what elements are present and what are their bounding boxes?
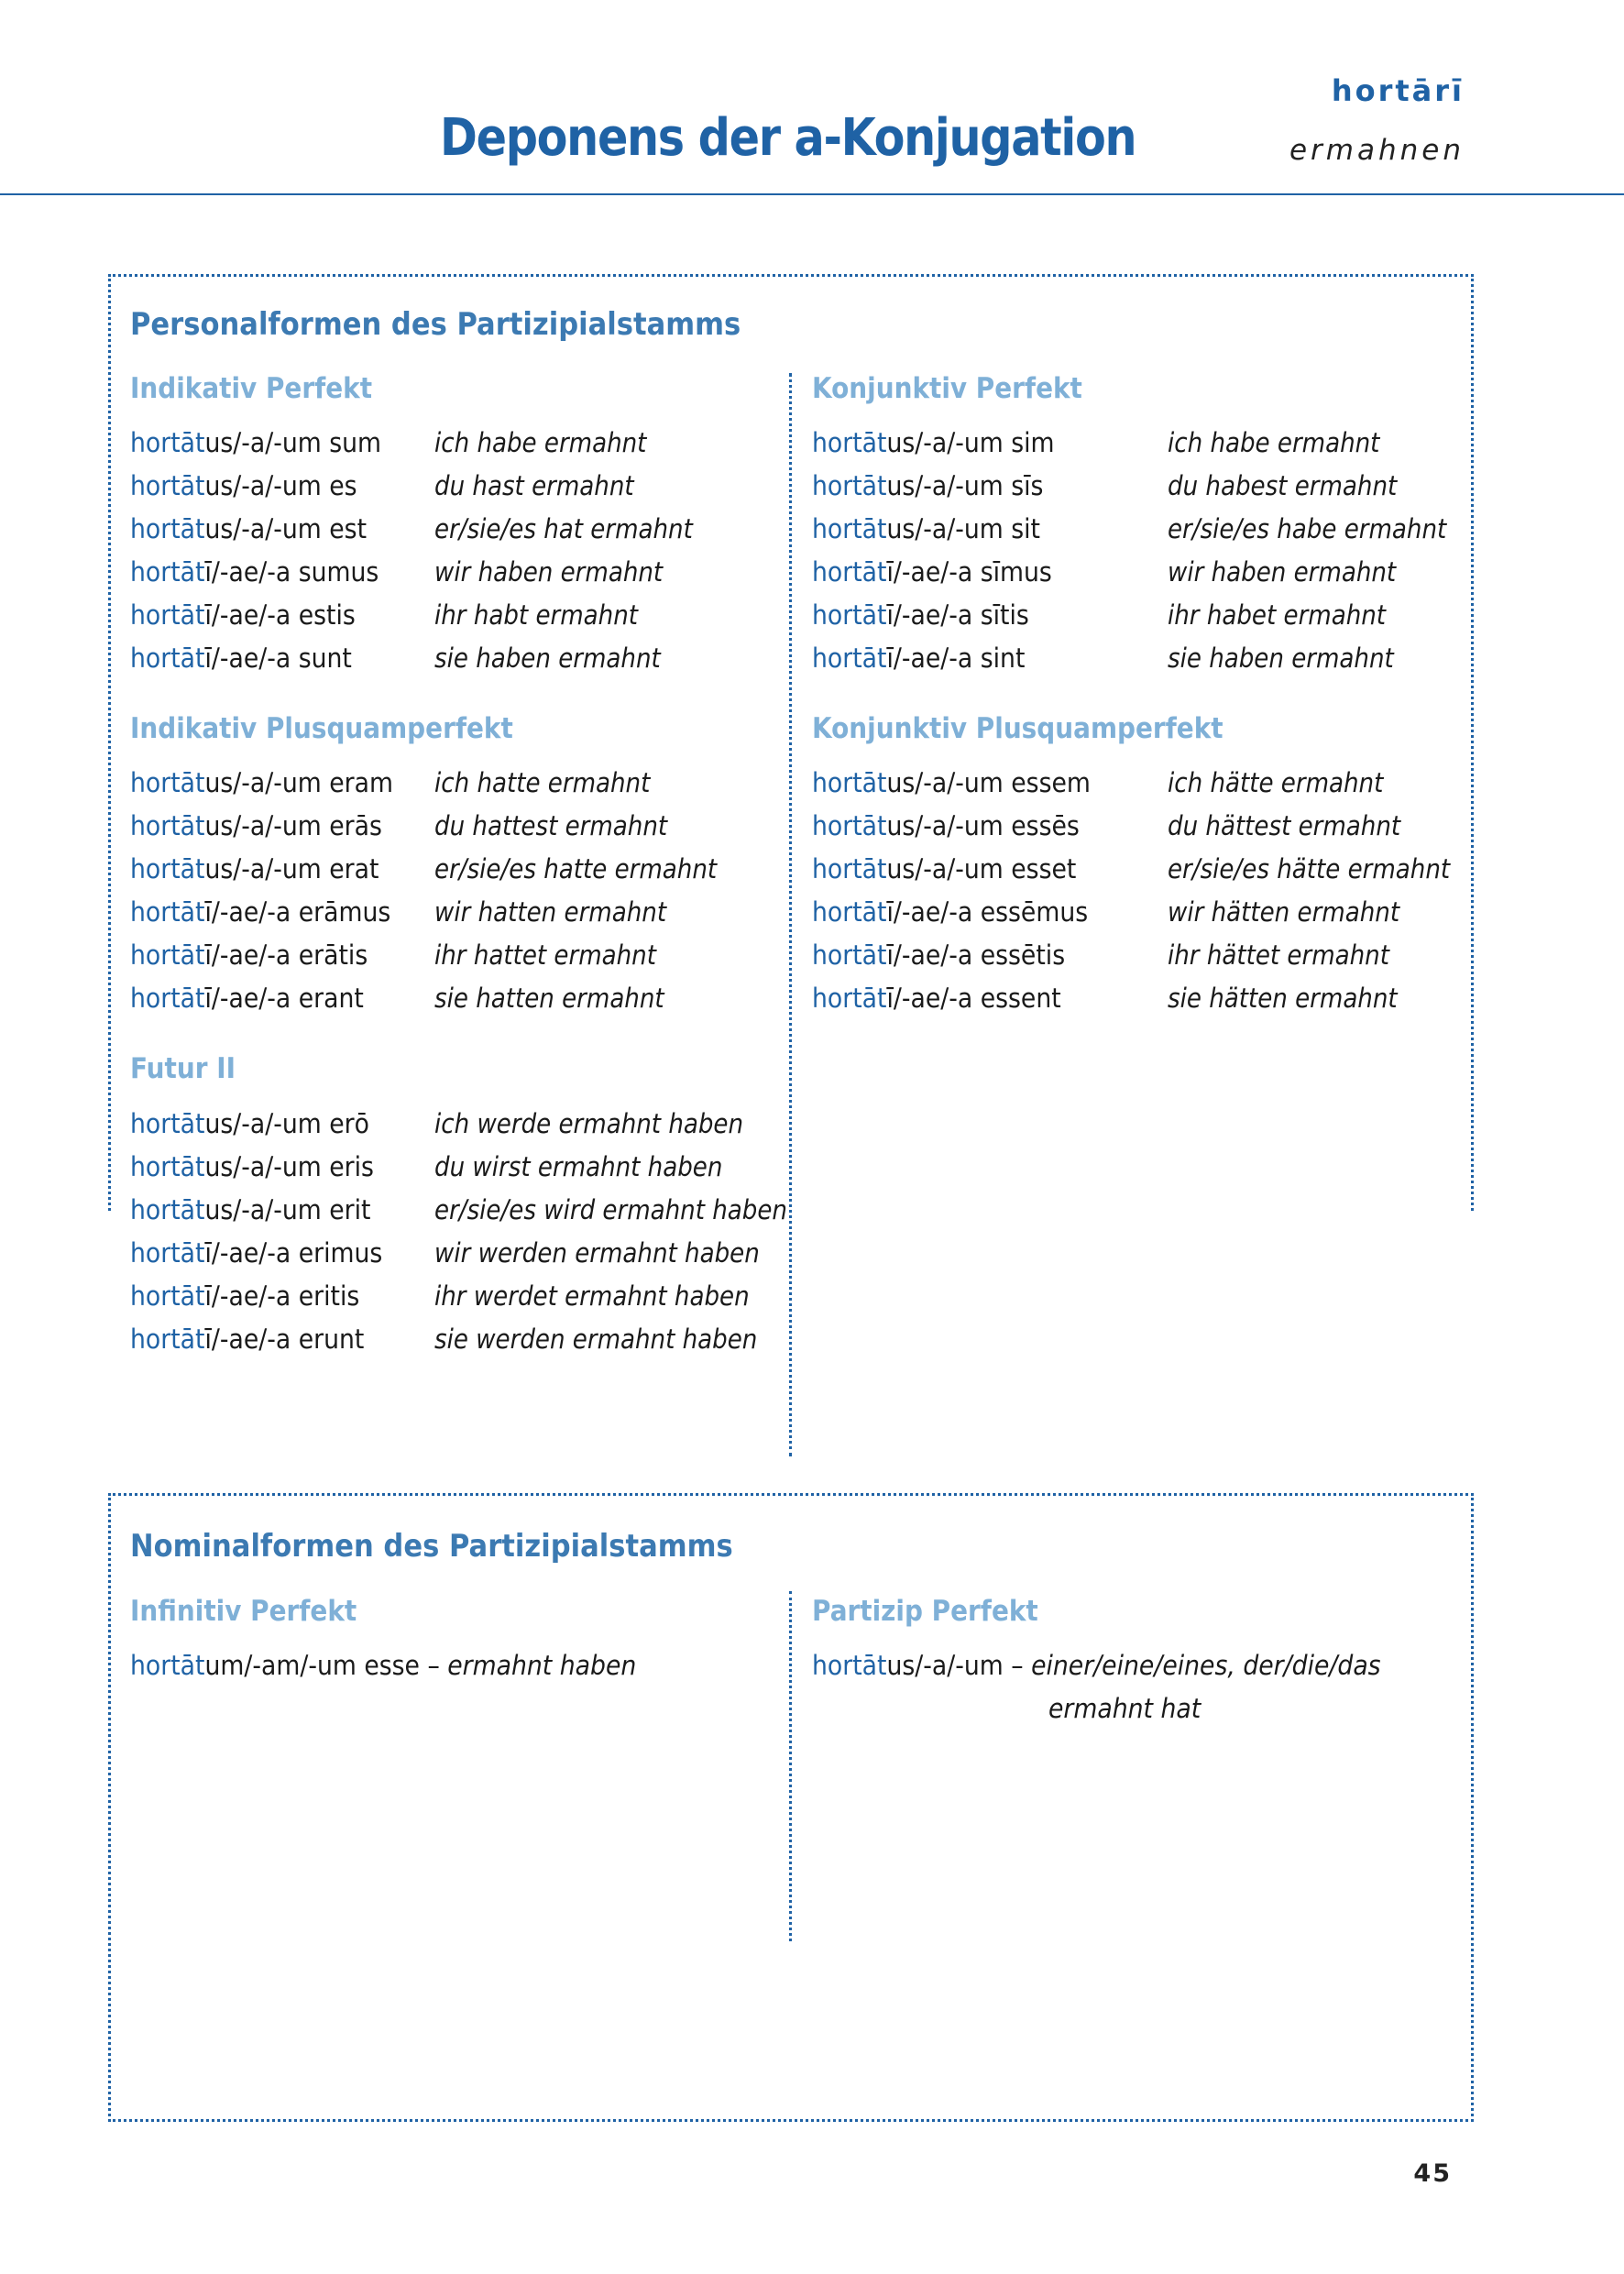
conjugation-row	[130, 599, 772, 643]
latin-stem: hortāt	[812, 470, 887, 501]
table-konjunktiv-plusquamperfekt	[812, 767, 1454, 1026]
german-translation: er/sie/es wird ermahnt haben	[434, 1194, 787, 1225]
latin-form	[812, 767, 1091, 798]
latin-form	[812, 939, 1065, 971]
column-divider-bottom	[789, 1591, 792, 1941]
german-translation: du hattest ermahnt	[434, 810, 668, 841]
heading-futur-ii: Futur II	[130, 1052, 236, 1085]
conjugation-row	[812, 427, 1454, 470]
latin-stem: hortāt	[812, 983, 887, 1014]
german-translation: ihr hattet ermahnt	[434, 939, 656, 971]
german-translation: wir werden ermahnt haben	[434, 1237, 760, 1269]
conjugation-row	[130, 939, 772, 983]
infinitiv-stem: hortāt	[130, 1650, 205, 1681]
latin-form	[130, 513, 367, 544]
conjugation-row	[130, 1237, 772, 1280]
latin-ending: ī/-ae/-a essēmus	[886, 896, 1089, 928]
latin-form	[812, 810, 1080, 841]
conjugation-row	[130, 643, 772, 686]
conjugation-row	[812, 470, 1454, 513]
partizip-perfekt-line	[812, 1650, 1381, 1681]
german-translation: ihr hättet ermahnt	[1168, 939, 1389, 971]
latin-form	[130, 1324, 364, 1355]
nominal-forms-heading: Nominalformen des Partizipialstamms	[130, 1528, 733, 1565]
german-translation: ich habe ermahnt	[434, 427, 647, 458]
latin-ending: us/-a/-um erās	[204, 810, 382, 841]
latin-stem: hortāt	[130, 470, 205, 501]
partizip-dash: –	[1003, 1650, 1032, 1681]
latin-stem: hortāt	[130, 1237, 205, 1269]
german-translation: er/sie/es hatte ermahnt	[434, 853, 718, 884]
latin-ending: us/-a/-um eram	[204, 767, 393, 798]
conjugation-row	[130, 983, 772, 1026]
latin-stem: hortāt	[130, 643, 205, 674]
latin-stem: hortāt	[130, 1108, 205, 1139]
heading-indikativ-plusquamperfekt: Indikativ Plusquamperfekt	[130, 712, 513, 745]
latin-form	[130, 853, 379, 884]
german-translation: ich werde ermahnt haben	[434, 1108, 744, 1139]
latin-ending: us/-a/-um essēs	[886, 810, 1080, 841]
latin-stem: hortāt	[130, 853, 205, 884]
german-translation: er/sie/es hat ermahnt	[434, 513, 693, 544]
latin-stem: hortāt	[812, 810, 887, 841]
latin-form	[130, 939, 368, 971]
latin-stem: hortāt	[130, 1324, 205, 1355]
german-translation: du hättest ermahnt	[1168, 810, 1401, 841]
conjugation-row	[812, 853, 1454, 896]
page-title: Deponens der a-Konjugation	[440, 108, 1136, 168]
table-futur-ii	[130, 1108, 787, 1367]
latin-form	[812, 896, 1088, 928]
german-translation: wir haben ermahnt	[1168, 556, 1397, 588]
latin-stem: hortāt	[130, 939, 205, 971]
latin-stem: hortāt	[130, 896, 205, 928]
latin-form	[812, 513, 1040, 544]
latin-form	[130, 810, 382, 841]
latin-ending: ī/-ae/-a erimus	[204, 1237, 383, 1269]
latin-ending: ī/-ae/-a eritis	[204, 1280, 360, 1312]
latin-ending: us/-a/-um erat	[204, 853, 379, 884]
latin-stem: hortāt	[130, 599, 205, 631]
infinitiv-perfekt-line	[130, 1650, 636, 1681]
latin-ending: ī/-ae/-a erunt	[204, 1324, 365, 1355]
latin-form	[812, 853, 1076, 884]
german-translation: sie werden ermahnt haben	[434, 1324, 758, 1355]
conjugation-row	[130, 427, 772, 470]
german-translation: ihr habt ermahnt	[434, 599, 638, 631]
latin-stem: hortāt	[812, 767, 887, 798]
table-konjunktiv-perfekt	[812, 427, 1454, 686]
infinitiv-translation: ermahnt haben	[447, 1650, 637, 1681]
conjugation-row	[130, 1324, 772, 1367]
conjugation-row	[130, 853, 772, 896]
partizip-stem: hortāt	[812, 1650, 887, 1681]
conjugation-row	[130, 556, 772, 599]
latin-ending: us/-a/-um est	[204, 513, 368, 544]
heading-infinitiv-perfekt: Infinitiv Perfekt	[130, 1595, 357, 1628]
latin-form	[130, 896, 390, 928]
latin-form	[812, 556, 1052, 588]
latin-form	[130, 1108, 369, 1139]
german-translation: er/sie/es habe ermahnt	[1168, 513, 1447, 544]
verb-german: ermahnen	[1289, 134, 1465, 167]
latin-stem: hortāt	[130, 1151, 205, 1182]
latin-ending: us/-a/-um sīs	[886, 470, 1044, 501]
page-number: 45	[1413, 2159, 1452, 2188]
latin-stem: hortāt	[812, 896, 887, 928]
latin-stem: hortāt	[812, 427, 887, 458]
conjugation-row	[812, 939, 1454, 983]
table-indikativ-plusquamperfekt	[130, 767, 772, 1026]
latin-form	[812, 643, 1025, 674]
german-translation: sie haben ermahnt	[434, 643, 661, 674]
latin-form	[130, 1194, 371, 1225]
infinitiv-dash: –	[419, 1650, 448, 1681]
heading-indikativ-perfekt: Indikativ Perfekt	[130, 372, 373, 405]
latin-ending: us/-a/-um esset	[886, 853, 1077, 884]
latin-form	[812, 470, 1043, 501]
conjugation-row	[130, 470, 772, 513]
latin-ending: ī/-ae/-a sint	[886, 643, 1026, 674]
personal-forms-heading: Personalformen des Partizipialstamms	[130, 306, 741, 343]
latin-ending: ī/-ae/-a sunt	[204, 643, 352, 674]
latin-stem: hortāt	[130, 1280, 205, 1312]
latin-stem: hortāt	[130, 1194, 205, 1225]
latin-form	[130, 1237, 382, 1269]
latin-form	[130, 470, 357, 501]
latin-ending: us/-a/-um sum	[204, 427, 382, 458]
partizip-ending: us/-a/-um	[886, 1650, 1004, 1681]
conjugation-row	[130, 1108, 772, 1151]
latin-form	[130, 1151, 374, 1182]
latin-ending: us/-a/-um erit	[204, 1194, 371, 1225]
latin-ending: ī/-ae/-a sumus	[204, 556, 379, 588]
latin-stem: hortāt	[812, 599, 887, 631]
latin-stem: hortāt	[130, 427, 205, 458]
conjugation-row	[130, 767, 772, 810]
conjugation-row	[812, 896, 1454, 939]
latin-ending: us/-a/-um sit	[886, 513, 1041, 544]
column-divider-top	[789, 373, 792, 1456]
partizip-perfekt-line2	[1048, 1693, 1201, 1724]
latin-ending: us/-a/-um erō	[204, 1108, 369, 1139]
conjugation-row	[812, 983, 1454, 1026]
latin-stem: hortāt	[130, 513, 205, 544]
latin-form	[130, 427, 381, 458]
latin-stem: hortāt	[812, 853, 887, 884]
latin-ending: ī/-ae/-a erāmus	[204, 896, 391, 928]
german-translation: sie haben ermahnt	[1168, 643, 1394, 674]
german-translation: sie hatten ermahnt	[434, 983, 664, 1014]
german-translation: er/sie/es hätte ermahnt	[1168, 853, 1451, 884]
header-rule	[0, 193, 1624, 195]
latin-form	[130, 767, 393, 798]
latin-stem: hortāt	[130, 767, 205, 798]
partizip-translation-line2: ermahnt hat	[1048, 1693, 1202, 1724]
latin-ending: ī/-ae/-a erātis	[204, 939, 368, 971]
german-translation: ich habe ermahnt	[1168, 427, 1380, 458]
conjugation-row	[130, 896, 772, 939]
latin-ending: ī/-ae/-a erant	[204, 983, 364, 1014]
heading-konjunktiv-perfekt: Konjunktiv Perfekt	[812, 372, 1082, 405]
verb-latin: hortārī	[1331, 73, 1465, 108]
german-translation: ihr werdet ermahnt haben	[434, 1280, 750, 1312]
latin-form	[812, 983, 1061, 1014]
german-translation: wir hatten ermahnt	[434, 896, 667, 928]
german-translation: sie hätten ermahnt	[1168, 983, 1398, 1014]
latin-stem: hortāt	[130, 810, 205, 841]
german-translation: du wirst ermahnt haben	[434, 1151, 723, 1182]
latin-ending: ī/-ae/-a sītis	[886, 599, 1029, 631]
latin-ending: us/-a/-um essem	[886, 767, 1091, 798]
conjugation-row	[812, 599, 1454, 643]
latin-form	[130, 1280, 359, 1312]
latin-stem: hortāt	[812, 513, 887, 544]
latin-ending: us/-a/-um sim	[886, 427, 1055, 458]
latin-ending: us/-a/-um es	[204, 470, 357, 501]
latin-stem: hortāt	[812, 556, 887, 588]
latin-form	[130, 643, 352, 674]
latin-stem: hortāt	[812, 643, 887, 674]
german-translation: wir hätten ermahnt	[1168, 896, 1400, 928]
conjugation-row	[812, 556, 1454, 599]
latin-stem: hortāt	[130, 556, 205, 588]
infinitiv-ending: um/-am/-um esse	[204, 1650, 420, 1681]
latin-ending: ī/-ae/-a essent	[886, 983, 1061, 1014]
german-translation: du hast ermahnt	[434, 470, 634, 501]
german-translation: ihr habet ermahnt	[1168, 599, 1387, 631]
german-translation: du habest ermahnt	[1168, 470, 1398, 501]
latin-form	[130, 983, 364, 1014]
latin-ending: ī/-ae/-a essētis	[886, 939, 1066, 971]
partizip-translation-line1: einer/eine/eines, der/die/das	[1031, 1650, 1381, 1681]
latin-form	[130, 599, 356, 631]
conjugation-row	[130, 1151, 772, 1194]
heading-konjunktiv-plusquamperfekt: Konjunktiv Plusquamperfekt	[812, 712, 1223, 745]
conjugation-row	[130, 810, 772, 853]
heading-partizip-perfekt: Partizip Perfekt	[812, 1595, 1038, 1628]
conjugation-row	[130, 1280, 772, 1324]
latin-stem: hortāt	[130, 983, 205, 1014]
latin-stem: hortāt	[812, 939, 887, 971]
table-indikativ-perfekt	[130, 427, 772, 686]
german-translation: ich hatte ermahnt	[434, 767, 651, 798]
german-translation: ich hätte ermahnt	[1168, 767, 1384, 798]
latin-ending: ī/-ae/-a estis	[204, 599, 356, 631]
latin-ending: us/-a/-um eris	[204, 1151, 374, 1182]
conjugation-row	[130, 1194, 787, 1237]
latin-form	[130, 556, 379, 588]
conjugation-row	[812, 810, 1454, 853]
conjugation-row	[130, 513, 772, 556]
latin-form	[812, 427, 1055, 458]
conjugation-row	[812, 767, 1454, 810]
latin-form	[812, 599, 1029, 631]
german-translation: wir haben ermahnt	[434, 556, 664, 588]
latin-ending: ī/-ae/-a sīmus	[886, 556, 1052, 588]
conjugation-row	[812, 643, 1454, 686]
conjugation-row	[812, 513, 1454, 556]
